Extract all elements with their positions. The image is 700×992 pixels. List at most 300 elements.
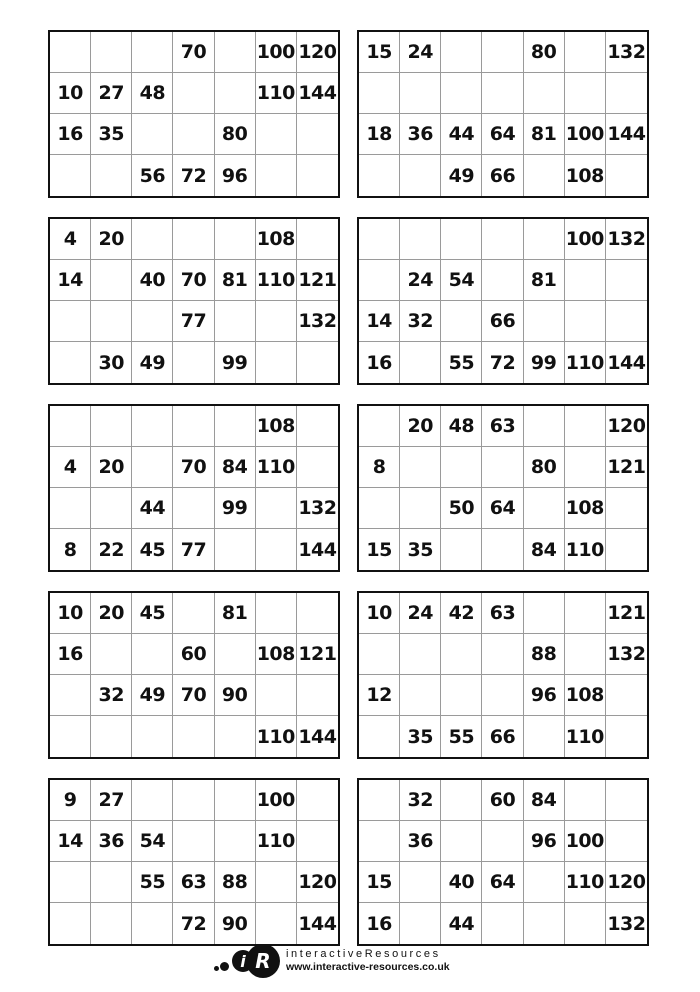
bingo-cell	[50, 155, 91, 196]
bingo-cell	[441, 219, 482, 260]
bingo-cell	[400, 488, 441, 529]
bingo-cell	[132, 32, 173, 73]
bingo-cell: 81	[524, 260, 565, 301]
bingo-cell	[565, 301, 606, 342]
footer	[212, 944, 450, 978]
bingo-cell	[173, 488, 214, 529]
bingo-cell: 10	[50, 73, 91, 114]
bingo-cell: 108	[256, 634, 297, 675]
bingo-cell: 108	[256, 406, 297, 447]
bingo-cell	[132, 716, 173, 757]
bingo-cell	[482, 529, 523, 570]
bingo-cell	[256, 114, 297, 155]
bingo-cell	[524, 716, 565, 757]
bingo-cell: 32	[400, 301, 441, 342]
bingo-cell: 44	[132, 488, 173, 529]
bingo-card	[48, 778, 340, 946]
bingo-cell	[132, 634, 173, 675]
bingo-cell	[359, 780, 400, 821]
bingo-cell	[173, 342, 214, 383]
bingo-cell	[91, 634, 132, 675]
bingo-cell	[50, 675, 91, 716]
bingo-cell: 72	[482, 342, 523, 383]
bingo-cell: 63	[482, 406, 523, 447]
bingo-cell: 90	[215, 675, 256, 716]
bingo-cell	[297, 155, 338, 196]
bingo-cell	[132, 780, 173, 821]
bingo-cell	[91, 260, 132, 301]
bingo-cell: 132	[297, 301, 338, 342]
bingo-cell	[400, 903, 441, 944]
bingo-cell	[524, 593, 565, 634]
bingo-cell: 9	[50, 780, 91, 821]
bingo-cell: 132	[297, 488, 338, 529]
bingo-cell: 44	[441, 114, 482, 155]
bingo-cell: 14	[359, 301, 400, 342]
bingo-cell: 88	[524, 634, 565, 675]
bingo-cell: 132	[607, 912, 646, 935]
bingo-cell: 48	[132, 73, 173, 114]
bingo-cell	[606, 821, 647, 862]
bingo-cell: 110	[565, 342, 606, 383]
bingo-cell: 36	[91, 821, 132, 862]
bingo-cell	[297, 219, 338, 260]
bingo-cell	[256, 529, 297, 570]
bingo-cell: 121	[606, 593, 647, 634]
bingo-cell	[565, 32, 606, 73]
bingo-cell: 36	[400, 114, 441, 155]
bingo-cell	[297, 593, 338, 634]
bingo-cell	[441, 301, 482, 342]
bingo-cell: 30	[91, 342, 132, 383]
bingo-cell	[256, 593, 297, 634]
bingo-cell: 144	[298, 725, 337, 748]
bingo-cell: 96	[524, 675, 565, 716]
bingo-cell: 80	[215, 114, 256, 155]
bingo-cell: 121	[297, 260, 338, 301]
bingo-cell	[215, 529, 256, 570]
bingo-cell: 99	[215, 342, 256, 383]
bingo-cell	[482, 634, 523, 675]
bingo-cell	[441, 675, 482, 716]
bingo-cell	[400, 155, 441, 196]
bingo-cell	[215, 219, 256, 260]
bingo-cell	[215, 32, 256, 73]
bingo-card	[357, 404, 649, 572]
bingo-card	[48, 591, 340, 759]
bingo-cell: 84	[215, 447, 256, 488]
bingo-cell	[606, 716, 647, 757]
bingo-cell: 10	[359, 593, 400, 634]
bingo-cell	[482, 32, 523, 73]
bingo-cell: 8	[50, 529, 91, 570]
bingo-cell: 144	[298, 538, 337, 561]
bingo-cell	[297, 447, 338, 488]
bingo-cell	[91, 862, 132, 903]
bingo-cell	[400, 447, 441, 488]
bingo-cell: 84	[524, 780, 565, 821]
bingo-cell: 45	[132, 593, 173, 634]
brand-name: interactiveResources	[286, 948, 441, 960]
bingo-cell: 35	[400, 716, 441, 757]
bingo-cell	[524, 155, 565, 196]
bingo-cell	[91, 488, 132, 529]
bingo-cell: 108	[565, 155, 606, 196]
bingo-cell: 120	[297, 862, 338, 903]
bingo-cell	[215, 716, 256, 757]
bingo-cell: 35	[400, 529, 441, 570]
bingo-cell	[215, 301, 256, 342]
bingo-cell	[565, 593, 606, 634]
brand-text	[286, 948, 450, 974]
bingo-cell: 8	[359, 447, 400, 488]
bingo-cell: 20	[400, 406, 441, 447]
bingo-cell: 110	[256, 716, 297, 757]
bingo-cell	[173, 114, 214, 155]
bingo-cell: 42	[441, 593, 482, 634]
bingo-cell	[50, 716, 91, 757]
brand-url: www.interactive-resources.co.uk	[286, 961, 450, 973]
bingo-cell	[132, 903, 173, 944]
bingo-cell	[606, 488, 647, 529]
bingo-cell: 50	[441, 488, 482, 529]
bingo-cell	[524, 219, 565, 260]
bingo-cell: 110	[565, 716, 606, 757]
bingo-cell: 20	[91, 593, 132, 634]
logo-letter-i: i	[232, 950, 254, 972]
bingo-cell	[565, 634, 606, 675]
bingo-cell	[132, 219, 173, 260]
bingo-cell	[173, 219, 214, 260]
bingo-cell	[91, 716, 132, 757]
bingo-cell: 120	[606, 862, 647, 903]
bingo-cell	[50, 301, 91, 342]
bingo-cell: 110	[256, 260, 297, 301]
bingo-cell	[297, 780, 338, 821]
bingo-cell: 55	[441, 342, 482, 383]
bingo-cell	[256, 488, 297, 529]
bingo-cell: 22	[91, 529, 132, 570]
bingo-cell: 64	[482, 862, 523, 903]
bingo-card	[48, 30, 340, 198]
bingo-cell	[297, 821, 338, 862]
bingo-cell	[50, 862, 91, 903]
bingo-cell: 100	[256, 32, 297, 73]
bingo-cell: 32	[400, 780, 441, 821]
bingo-cell	[359, 488, 400, 529]
bingo-cell: 96	[524, 821, 565, 862]
bingo-cell: 77	[173, 301, 214, 342]
bingo-cell	[256, 301, 297, 342]
bingo-cell	[606, 780, 647, 821]
bingo-cell	[297, 342, 338, 383]
bingo-cell: 40	[132, 260, 173, 301]
bingo-cell	[297, 406, 338, 447]
bingo-cell	[606, 529, 647, 570]
bingo-cell: 70	[173, 260, 214, 301]
bingo-cell: 99	[524, 342, 565, 383]
bingo-cell	[215, 780, 256, 821]
bingo-cell: 4	[50, 219, 91, 260]
bingo-cell: 84	[524, 529, 565, 570]
bingo-cell: 100	[565, 114, 606, 155]
bingo-cell: 63	[173, 862, 214, 903]
bingo-cell: 144	[606, 114, 647, 155]
bingo-cell	[400, 634, 441, 675]
bingo-cell: 132	[606, 32, 647, 73]
logo-dot-medium-icon	[220, 962, 229, 971]
bingo-cell: 48	[441, 406, 482, 447]
bingo-cell: 144	[297, 73, 338, 114]
bingo-cell	[482, 260, 523, 301]
bingo-cell: 45	[132, 529, 173, 570]
bingo-cell: 32	[91, 675, 132, 716]
bingo-cell: 70	[173, 447, 214, 488]
bingo-cell	[400, 862, 441, 903]
bingo-cell	[256, 342, 297, 383]
bingo-cell	[173, 780, 214, 821]
bingo-cell	[482, 675, 523, 716]
bingo-cell	[215, 821, 256, 862]
bingo-cell: 132	[606, 219, 647, 260]
bingo-cell: 144	[298, 912, 337, 935]
bingo-cell: 99	[215, 488, 256, 529]
bingo-cell	[132, 114, 173, 155]
bingo-cell: 100	[565, 821, 606, 862]
bingo-cell	[359, 219, 400, 260]
bingo-cell	[482, 821, 523, 862]
bingo-cell: 96	[215, 155, 256, 196]
bingo-cell: 49	[441, 155, 482, 196]
bingo-cell	[173, 821, 214, 862]
bingo-cell: 14	[50, 260, 91, 301]
bingo-cell	[441, 529, 482, 570]
bingo-cell	[565, 260, 606, 301]
bingo-cell: 20	[91, 219, 132, 260]
bingo-cell: 110	[256, 73, 297, 114]
logo-dot-small-icon	[214, 966, 219, 971]
bingo-cell	[565, 406, 606, 447]
bingo-cell	[91, 903, 132, 944]
bingo-cell: 44	[441, 903, 482, 944]
bingo-cell	[482, 447, 523, 488]
bingo-cell: 27	[91, 73, 132, 114]
bingo-cell	[50, 32, 91, 73]
bingo-cell	[606, 301, 647, 342]
bingo-cell	[441, 634, 482, 675]
bingo-cell: 63	[482, 593, 523, 634]
bingo-cell	[359, 716, 400, 757]
bingo-cell: 90	[215, 903, 256, 944]
bingo-cell: 24	[400, 32, 441, 73]
bingo-cell: 54	[132, 821, 173, 862]
bingo-cell	[50, 406, 91, 447]
bingo-cell	[256, 903, 297, 944]
bingo-sheet	[48, 30, 648, 946]
bingo-cell: 110	[256, 447, 297, 488]
bingo-cell: 72	[173, 155, 214, 196]
bingo-cell	[441, 447, 482, 488]
bingo-cell: 70	[173, 32, 214, 73]
bingo-cell	[359, 73, 400, 114]
bingo-cell	[359, 821, 400, 862]
bingo-card	[357, 30, 649, 198]
bingo-cell	[524, 301, 565, 342]
bingo-cell: 80	[524, 32, 565, 73]
bingo-cell	[441, 821, 482, 862]
bingo-cell	[482, 903, 523, 944]
bingo-cell: 15	[359, 862, 400, 903]
bingo-cell: 80	[524, 447, 565, 488]
bingo-cell	[524, 862, 565, 903]
bingo-cell	[132, 406, 173, 447]
bingo-cell	[359, 155, 400, 196]
bingo-cell: 20	[91, 447, 132, 488]
bingo-cell: 120	[606, 406, 647, 447]
bingo-cell	[359, 406, 400, 447]
bingo-cell	[400, 73, 441, 114]
bingo-cell	[606, 73, 647, 114]
bingo-cell: 81	[215, 593, 256, 634]
bingo-cell	[565, 780, 606, 821]
bingo-cell: 64	[482, 488, 523, 529]
bingo-cell	[173, 406, 214, 447]
bingo-cell	[524, 73, 565, 114]
bingo-cell: 56	[132, 155, 173, 196]
bingo-cell: 4	[50, 447, 91, 488]
bingo-cell	[400, 675, 441, 716]
bingo-cell: 40	[441, 862, 482, 903]
bingo-cell: 81	[524, 114, 565, 155]
bingo-cell	[50, 342, 91, 383]
bingo-cell	[256, 862, 297, 903]
bingo-cell: 24	[400, 593, 441, 634]
bingo-cell	[91, 32, 132, 73]
bingo-cell	[297, 675, 338, 716]
bingo-cell: 100	[565, 219, 606, 260]
bingo-cell: 88	[215, 862, 256, 903]
bingo-card	[48, 217, 340, 385]
bingo-cell	[441, 32, 482, 73]
bingo-cell: 15	[359, 32, 400, 73]
bingo-cell: 81	[215, 260, 256, 301]
bingo-cell: 12	[359, 675, 400, 716]
bingo-cell	[91, 301, 132, 342]
bingo-cell: 110	[565, 862, 606, 903]
bingo-cell	[215, 406, 256, 447]
bingo-cell	[606, 155, 647, 196]
bingo-cell	[173, 716, 214, 757]
bingo-cell	[173, 73, 214, 114]
bingo-cell: 14	[50, 821, 91, 862]
bingo-cell: 16	[359, 342, 400, 383]
bingo-cell	[132, 447, 173, 488]
bingo-cell	[524, 406, 565, 447]
bingo-cell	[215, 634, 256, 675]
bingo-cell: 66	[482, 301, 523, 342]
bingo-cell: 16	[50, 634, 91, 675]
bingo-card	[357, 591, 649, 759]
bingo-cell	[215, 73, 256, 114]
bingo-cell: 55	[132, 862, 173, 903]
bingo-cell: 49	[132, 675, 173, 716]
bingo-card	[48, 404, 340, 572]
bingo-cell: 18	[359, 114, 400, 155]
bingo-cell: 60	[173, 634, 214, 675]
bingo-cell	[359, 260, 400, 301]
bingo-cell	[565, 903, 606, 944]
bingo-cell	[524, 903, 565, 944]
bingo-cell: 77	[173, 529, 214, 570]
bingo-cell: 35	[91, 114, 132, 155]
interactive-resources-logo	[212, 944, 280, 978]
bingo-cell	[359, 634, 400, 675]
bingo-cell: 55	[441, 716, 482, 757]
bingo-cell: 66	[482, 155, 523, 196]
bingo-cell	[50, 488, 91, 529]
bingo-cell: 70	[173, 675, 214, 716]
bingo-cell	[91, 406, 132, 447]
bingo-cell: 100	[256, 780, 297, 821]
bingo-cell: 110	[256, 821, 297, 862]
bingo-cell: 120	[297, 32, 338, 73]
bingo-cell: 108	[565, 488, 606, 529]
bingo-cell	[565, 73, 606, 114]
bingo-cell	[441, 73, 482, 114]
bingo-cell	[297, 114, 338, 155]
bingo-cell	[524, 488, 565, 529]
bingo-cell: 24	[400, 260, 441, 301]
bingo-cell	[400, 342, 441, 383]
bingo-cell	[606, 260, 647, 301]
bingo-cards	[48, 30, 648, 946]
bingo-card	[357, 778, 649, 946]
bingo-cell: 121	[297, 634, 338, 675]
bingo-cell: 132	[606, 634, 647, 675]
bingo-cell: 10	[50, 593, 91, 634]
bingo-cell: 72	[173, 903, 214, 944]
bingo-cell	[565, 447, 606, 488]
bingo-cell: 16	[50, 114, 91, 155]
bingo-cell	[400, 219, 441, 260]
bingo-cell: 27	[91, 780, 132, 821]
bingo-cell: 49	[132, 342, 173, 383]
bingo-cell: 108	[256, 219, 297, 260]
logo-letter-r: R	[246, 944, 280, 978]
bingo-cell	[173, 593, 214, 634]
bingo-cell	[91, 155, 132, 196]
bingo-cell: 110	[565, 529, 606, 570]
bingo-cell	[132, 301, 173, 342]
bingo-cell: 66	[482, 716, 523, 757]
bingo-cell: 60	[482, 780, 523, 821]
bingo-cell: 64	[482, 114, 523, 155]
bingo-cell: 121	[606, 447, 647, 488]
bingo-cell: 54	[441, 260, 482, 301]
bingo-cell: 144	[607, 351, 646, 374]
bingo-cell	[606, 675, 647, 716]
bingo-cell: 36	[400, 821, 441, 862]
bingo-cell: 16	[359, 903, 400, 944]
bingo-cell: 108	[565, 675, 606, 716]
bingo-cell	[482, 73, 523, 114]
bingo-cell	[441, 780, 482, 821]
bingo-cell	[482, 219, 523, 260]
bingo-cell	[50, 903, 91, 944]
bingo-cell: 15	[359, 529, 400, 570]
bingo-cell	[256, 155, 297, 196]
bingo-card	[357, 217, 649, 385]
